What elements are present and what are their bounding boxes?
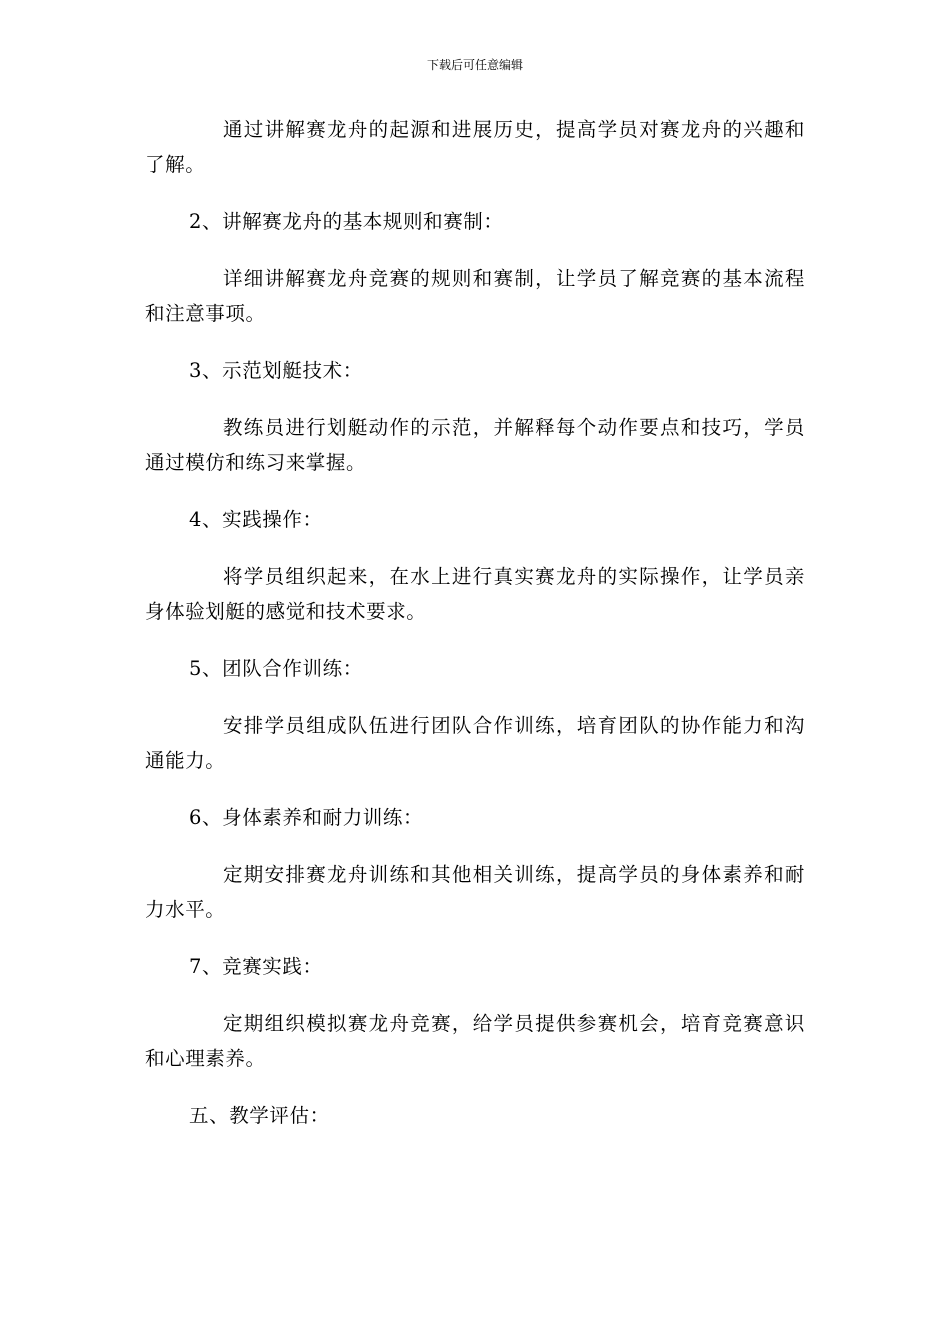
paragraph-rules: 详细讲解赛龙舟竞赛的规则和赛制，让学员了解竞赛的基本流程和注意事项。 [145, 267, 805, 325]
section-heading-teamwork: 5、团队合作训练： [189, 657, 363, 680]
section-heading-practice: 4、实践操作： [189, 508, 323, 531]
section-heading-fitness: 6、身体素养和耐力训练： [189, 806, 424, 829]
document-body [145, 112, 805, 1155]
page-header: 下载后可任意编辑 [426, 58, 523, 72]
paragraph-competition: 定期组织模拟赛龙舟竞赛，给学员提供参赛机会，培育竞赛意识和心理素养。 [145, 1012, 805, 1070]
paragraph-demo: 教练员进行划艇动作的示范，并解释每个动作要点和技巧，学员通过模仿和练习来掌握。 [145, 416, 805, 474]
paragraph-history: 通过讲解赛龙舟的起源和进展历史，提高学员对赛龙舟的兴趣和了解。 [145, 118, 805, 176]
section-heading-rules: 2、讲解赛龙舟的基本规则和赛制： [189, 210, 504, 233]
paragraph-teamwork: 安排学员组成队伍进行团队合作训练，培育团队的协作能力和沟通能力。 [145, 714, 805, 772]
paragraph-fitness: 定期安排赛龙舟训练和其他相关训练，提高学员的身体素养和耐力水平。 [145, 863, 805, 921]
section-heading-evaluation: 五、教学评估： [189, 1104, 330, 1127]
section-heading-competition: 7、竞赛实践： [189, 955, 323, 978]
paragraph-practice: 将学员组织起来，在水上进行真实赛龙舟的实际操作，让学员亲身体验划艇的感觉和技术要求。 [145, 565, 805, 623]
section-heading-demo: 3、示范划艇技术： [189, 359, 363, 382]
